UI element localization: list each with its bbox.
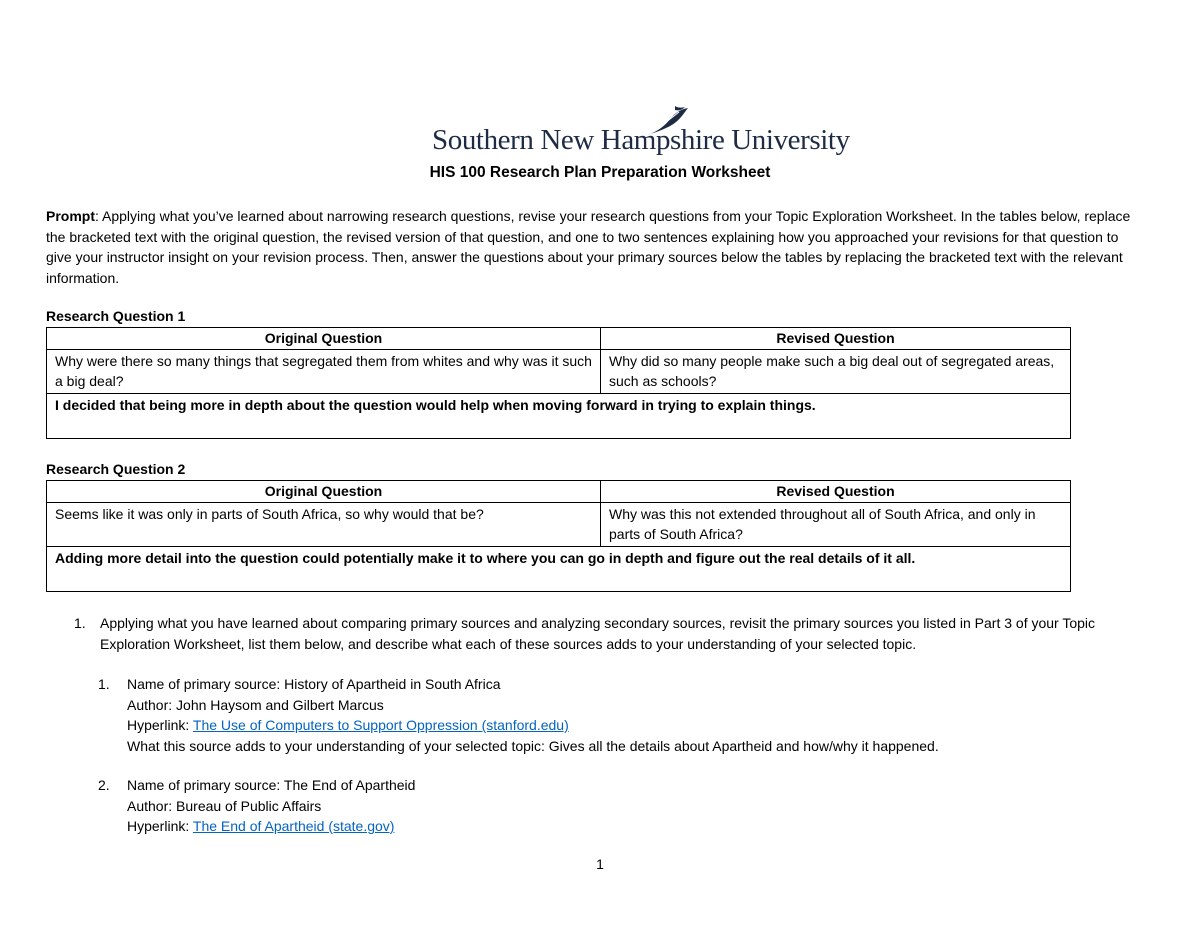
research-question-1-label: Research Question 1: [46, 308, 186, 324]
revised-question-cell[interactable]: Why was this not extended throughout all of South Africa, and only in parts of South Africa?: [601, 502, 1071, 546]
original-question-header: Original Question: [47, 328, 601, 350]
source-adds: What this source adds to your understanding of your selected topic: Gives all the details about Apartheid and how/why it happened.: [127, 737, 939, 754]
source-hyperlink[interactable]: The End of Apartheid (state.gov): [192, 818, 395, 834]
leaf-icon: [645, 106, 689, 136]
revision-explanation-cell[interactable]: Adding more detail into the question could potentially make it to where you can go in depth and figure out the real details of it all.: [47, 546, 1071, 591]
source-hyperlink[interactable]: The Use of Computers to Support Oppression (stanford.edu): [192, 717, 569, 733]
question-1: [46, 613, 1156, 654]
primary-source-2: [98, 775, 1098, 837]
source-author: Author: Bureau of Public Affairs: [127, 797, 322, 814]
research-question-2-table: [46, 480, 1071, 592]
page-number: 1: [596, 856, 604, 872]
source-number: 1.: [98, 676, 110, 692]
revision-explanation-cell[interactable]: I decided that being more in depth about the question would help when moving forward in trying to explain things.: [47, 393, 1071, 438]
revised-question-header: Revised Question: [601, 481, 1071, 503]
prompt-text: : Applying what you’ve learned about narrowing research questions, revise your research questions from your Topic Exploration Worksheet. In the tables below, replace the bracketed text with the original question, the revised version of that question, and one to two sentences explaining how you approached your revisions for that question to give your instructor insight on your revision process. Then, answer the questions about your primary sources below the tables by replacing the bracketed text with the relevant information.: [46, 208, 1131, 286]
prompt-paragraph: [46, 206, 1146, 288]
research-question-1-table: [46, 327, 1071, 439]
source-number: 2.: [98, 777, 110, 793]
primary-source-1: [98, 674, 1098, 756]
original-question-header: Original Question: [47, 481, 601, 503]
document-title: HIS 100 Research Plan Preparation Worksheet: [429, 164, 771, 181]
source-name: Name of primary source: The End of Apartheid: [127, 777, 416, 793]
source-author: Author: John Haysom and Gilbert Marcus: [127, 696, 384, 713]
revised-question-cell[interactable]: Why did so many people make such a big deal out of segregated areas, such as schools?: [601, 349, 1071, 393]
hyperlink-label: Hyperlink:: [127, 717, 193, 733]
original-question-cell[interactable]: Why were there so many things that segregated them from whites and why was it such a big deal?: [47, 349, 601, 393]
logo-wordmark: Southern New Hampshire University: [432, 124, 850, 156]
source-hyperlink-line: [127, 715, 1098, 736]
university-logo: [432, 106, 850, 160]
question-text: Applying what you have learned about comparing primary sources and analyzing secondary sources, revisit the primary sources you listed in Part 3 of your Topic Exploration Worksheet, list them below, and describe what each of these sources adds to your understanding of your selected topic.: [100, 615, 1096, 652]
prompt-label: Prompt: [46, 208, 95, 224]
original-question-cell[interactable]: Seems like it was only in parts of South Africa, so why would that be?: [47, 502, 601, 546]
source-hyperlink-line: [127, 816, 1098, 837]
question-number: 1.: [74, 615, 86, 631]
source-name: Name of primary source: History of Apartheid in South Africa: [127, 676, 501, 692]
revised-question-header: Revised Question: [601, 328, 1071, 350]
research-question-2-label: Research Question 2: [46, 461, 186, 477]
hyperlink-label: Hyperlink:: [127, 818, 193, 834]
